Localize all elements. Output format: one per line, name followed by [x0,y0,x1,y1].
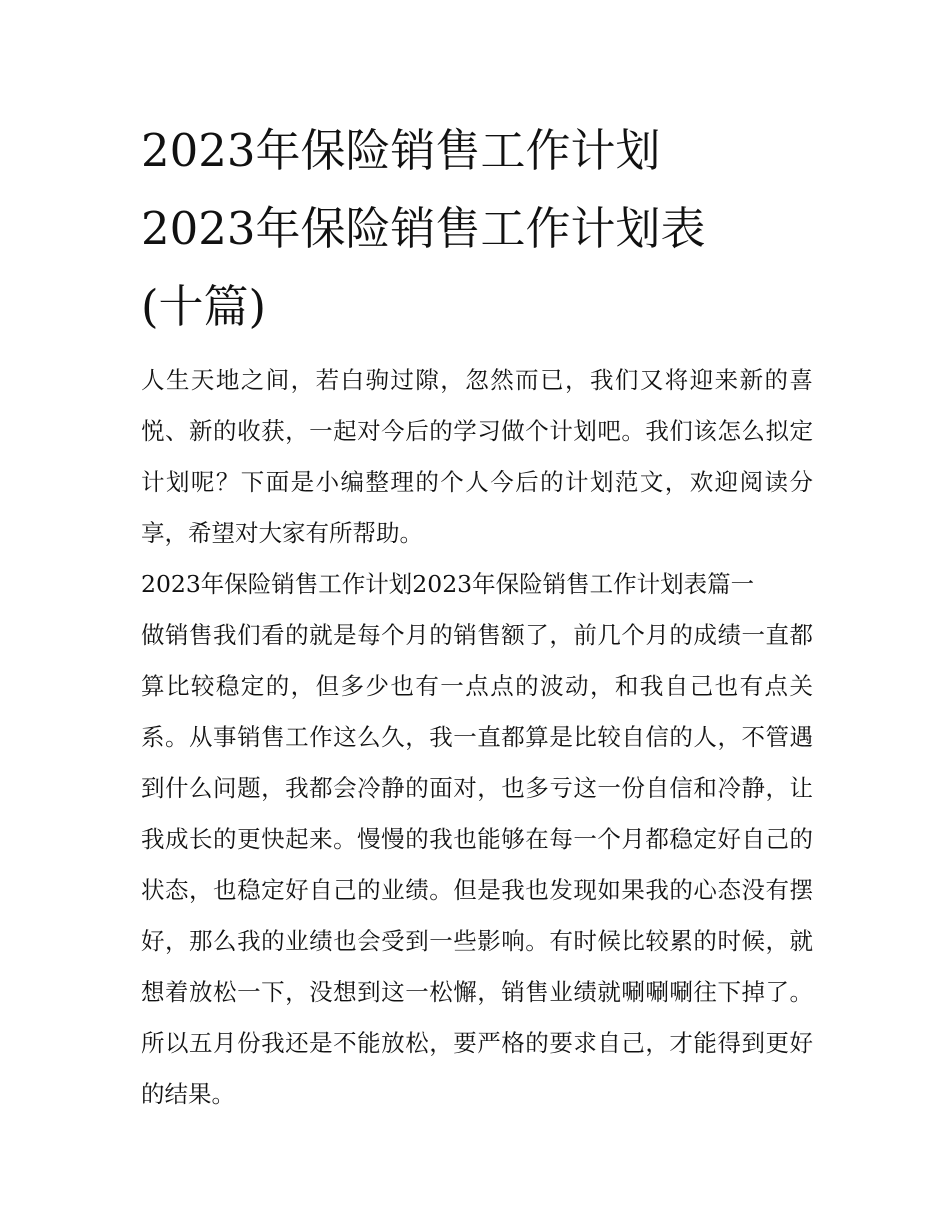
section-heading: 2023年保险销售工作计划2023年保险销售工作计划表篇一 [141,570,755,598]
body-paragraph: 做销售我们看的就是每个月的销售额了，前几个月的成绩一直都算比较稳定的，但多少也有一点点的波动，和我自己也有点关系。从事销售工作这么久，我一直都算是比较自信的人，不管遇到什么问题，我都会冷静的面对，也多亏这一份自信和冷静，让我成长的更快起来。慢慢的我也能够在每一个月都稳定好自己的状态，也稳定好自己的业绩。但是我也发现如果我的心态没有摆好，那么我的业绩也会受到一些影响。有时候比较累的时候，就想着放松一下，没想到这一松懈，销售业绩就唰唰唰往下掉了。所以五月份我还是不能放松，要严格的要求自己，才能得到更好的结果。 [141,621,813,1108]
title-line-1: 2023年保险销售工作计划 [141,124,661,177]
intro-paragraph: 人生天地之间，若白驹过隙，忽然而已，我们又将迎来新的喜悦、新的收获，一起对今后的学习做个计划吧。我们该怎么拟定计划呢？下面是小编整理的个人今后的计划范文，欢迎阅读分享，希望对大家有所帮助。 [141,366,813,547]
title-line-3: (十篇) [141,280,267,333]
document-title [141,112,821,346]
document-body [141,355,813,1120]
title-line-2: 2023年保险销售工作计划表 [141,202,706,255]
